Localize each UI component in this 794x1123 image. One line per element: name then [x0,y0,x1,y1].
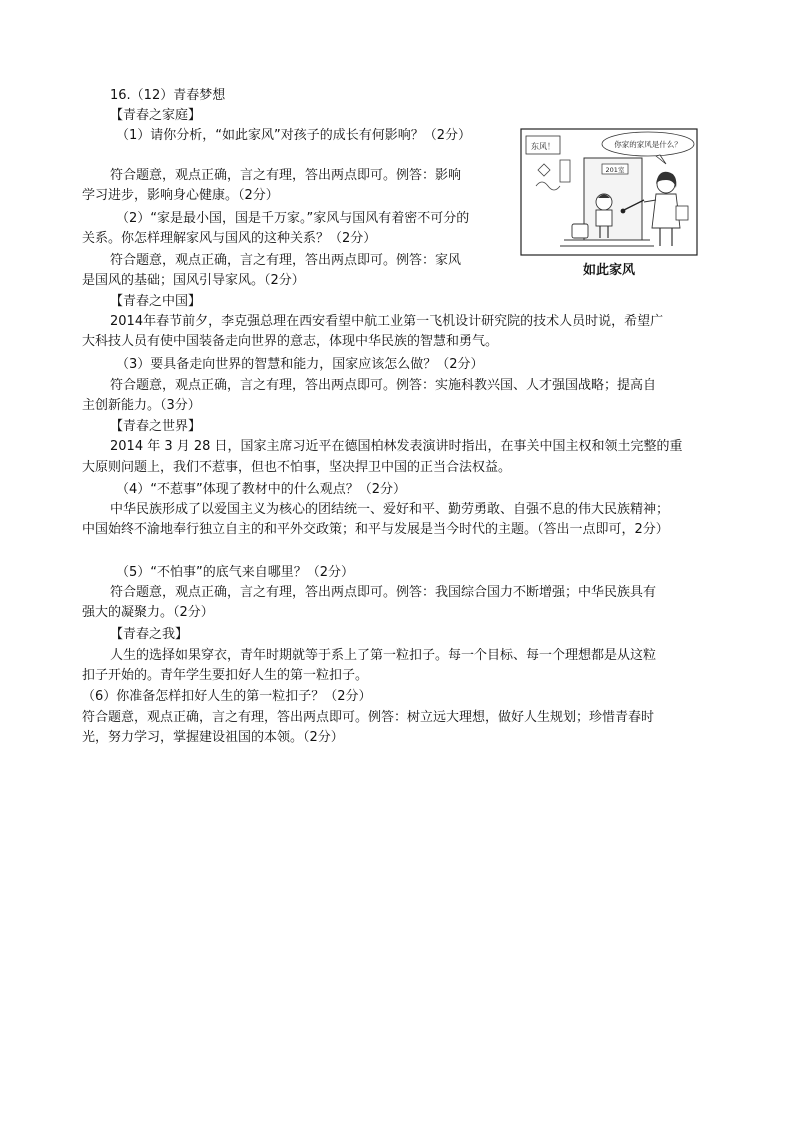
answer-4-line-1: 中华民族形成了以爱国主义为核心的团结统一、爱好和平、勤劳勇敢、自强不息的伟大民族精神； [110,502,670,517]
paragraph-4-line-1: 人生的选择如果穿衣，青年时期就等于系上了第一粒扣子。每一个目标、每一个理想都是从这粒 [110,648,657,663]
reporter-bag [676,206,688,220]
cartoon-caption: 如此家风 [582,263,636,278]
section-title-me: 【青春之我】 [110,627,189,642]
door-number: 201室 [605,166,625,174]
schoolbag [572,224,588,238]
answer-5-line-2: 强大的凝聚力。（2分） [82,605,214,620]
paragraph-2-line-2: 大科技人员有使中国装备走向世界的意志，体现中华民族的智慧和勇气。 [82,334,499,349]
question-5: （5）“不怕事”的底气来自哪里？（2分） [116,565,355,580]
answer-1-line-2: 学习进步，影响身心健康。（2分） [82,188,279,203]
question-3: （3）要具备走向世界的智慧和能力，国家应该怎么做？（2分） [116,357,484,372]
answer-3-line-2: 主创新能力。（3分） [82,398,201,413]
paragraph-3-line-1: 2014 年 3 月 28 日，国家主席习近平在德国柏林发表演讲时指出，在事关中国主权和领土完整的重 [110,439,683,454]
family-style-cartoon [520,128,698,280]
answer-1-line-1: 符合题意，观点正确，言之有理，答出两点即可。例答：影响 [110,168,462,183]
paragraph-2-line-1: 2014年春节前夕，李克强总理在西安看望中航工业第一飞机设计研究院的技术人员时说，希望广 [110,314,664,329]
section-title-china: 【青春之中国】 [110,294,202,309]
answer-2-line-1: 符合题意，观点正确，言之有理，答出两点即可。例答：家风 [110,253,462,268]
cartoon-illustration [520,128,698,280]
answer-4-line-2: 中国始终不渝地奉行独立自主的和平外交政策；和平与发展是当今时代的主题。（答出一点即可，2分） [82,522,669,537]
microphone-head [621,209,626,214]
question-header: 16.（12）青春梦想 [110,88,226,103]
question-2-line-2: 关系。你怎样理解家风与国风的这种关系？（2分） [82,231,377,246]
answer-2-line-2: 是国风的基础；国风引导家风。（2分） [82,273,305,288]
answer-3-line-1: 符合题意，观点正确，言之有理，答出两点即可。例答：实施科教兴国、人才强国战略；提高自 [110,378,657,393]
question-6: （6）你准备怎样扣好人生的第一粒扣子？（2分） [82,689,372,704]
section-title-world: 【青春之世界】 [110,419,202,434]
answer-5-line-1: 符合题意，观点正确，言之有理，答出两点即可。例答：我国综合国力不断增强；中华民族具有 [110,585,657,600]
question-4: （4）“不惹事”体现了教材中的什么观点？（2分） [116,482,407,497]
question-2-line-1: （2）“家是最小国，国是千万家。”家风与国风有着密不可分的 [116,211,470,226]
paragraph-4-line-2: 扣子开始的。青年学生要扣好人生的第一粒扣子。 [82,668,369,683]
sign-text: 东风！ [531,142,555,151]
section-title-family: 【青春之家庭】 [110,108,202,123]
child-body [596,210,612,226]
paragraph-3-line-2: 大原则问题上，我们不惹事，但也不怕事，坚决捍卫中国的正当合法权益。 [82,460,512,475]
question-1: （1）请你分析，“如此家风”对孩子的成长有何影响？（2分） [116,128,472,143]
answer-6-line-1: 符合题意，观点正确，言之有理，答出两点即可。例答：树立远大理想，做好人生规划；珍惜青春时 [82,710,655,725]
answer-6-line-2: 光，努力学习，掌握建设祖国的本领。（2分） [82,730,344,745]
bubble-text: 你家的家风是什么？ [614,140,682,149]
